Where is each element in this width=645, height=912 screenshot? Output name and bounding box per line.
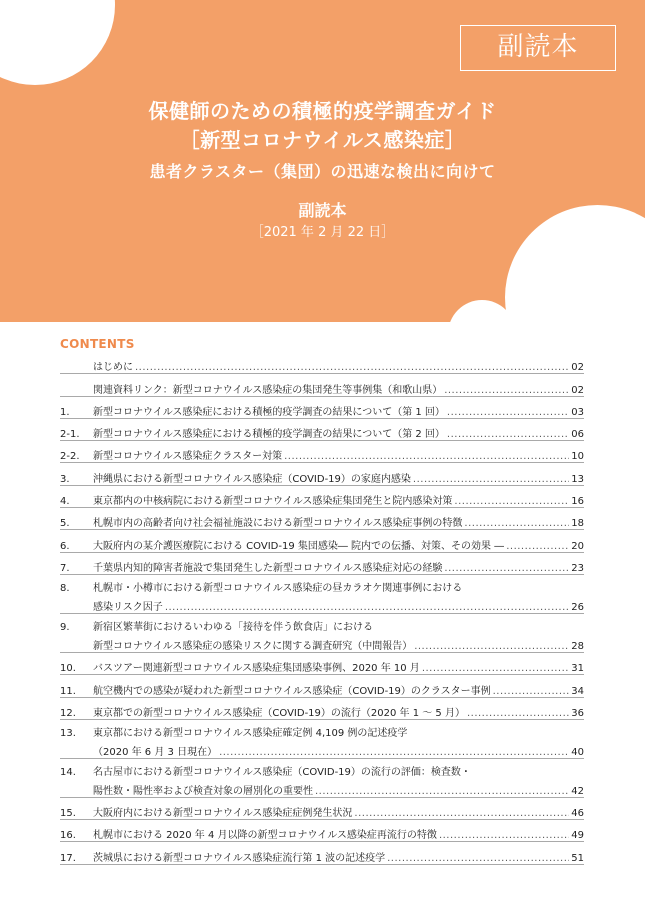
- toc-title: 茨城県における新型コロナウイルス感染症流行第 1 波の記述疫学: [93, 852, 386, 864]
- toc-entry[interactable]: [60, 352, 584, 374]
- toc-page-number: 28: [571, 640, 584, 652]
- toc-page-number: 34: [571, 685, 584, 697]
- toc-entry[interactable]: [60, 575, 584, 614]
- dot-leader: [454, 496, 569, 507]
- toc-number: 17.: [60, 852, 76, 864]
- toc-title: バスツアー関連新型コロナウイルス感染症集団感染事例、2020 年 10 月: [93, 663, 420, 675]
- dot-leader: [387, 853, 569, 864]
- toc-number: 8.: [60, 582, 70, 594]
- toc-page-number: 51: [571, 852, 584, 864]
- title-block: [0, 97, 645, 243]
- dot-leader: [135, 362, 569, 373]
- dot-leader: [219, 747, 569, 758]
- toc-entry[interactable]: [60, 374, 584, 396]
- dot-leader: [467, 708, 569, 719]
- toc-entry[interactable]: [60, 798, 584, 820]
- dot-leader: [506, 541, 569, 552]
- toc-number: 5.: [60, 518, 70, 530]
- toc-page-number: 18: [571, 518, 584, 530]
- toc-entry[interactable]: [60, 419, 584, 441]
- toc-title: はじめに: [93, 362, 133, 374]
- dot-leader: [414, 641, 569, 652]
- dot-leader: [444, 563, 569, 574]
- toc-entry[interactable]: [60, 463, 584, 485]
- toc-number: 13.: [60, 727, 76, 739]
- dot-leader: [493, 686, 570, 697]
- toc-entry[interactable]: [60, 508, 584, 530]
- toc-title: 航空機内での感染が疑われた新型コロナウイルス感染症（COVID-19）のクラスター事例: [93, 685, 491, 697]
- toc-title: 関連資料リンク：新型コロナウイルス感染症の集団発生等事例集（和歌山県）: [93, 384, 443, 396]
- toc-number: 16.: [60, 830, 76, 842]
- toc-number: 2-2.: [60, 451, 80, 463]
- publication-date: ［2021 年 2 月 22 日］: [250, 225, 395, 240]
- toc-number: 6.: [60, 540, 70, 552]
- table-of-contents: [60, 352, 584, 865]
- toc-number: 9.: [60, 621, 70, 633]
- toc-number: 14.: [60, 766, 76, 778]
- toc-title: 札幌市・小樽市における新型コロナウイルス感染症の昼カラオケ関連事例における: [93, 582, 463, 594]
- dot-leader: [354, 808, 569, 819]
- toc-title: 新型コロナウイルス感染症クラスター対策: [93, 451, 283, 463]
- toc-number: 10.: [60, 663, 76, 675]
- toc-page-number: 31: [571, 663, 584, 675]
- toc-title: 陽性数・陽性率および検査対象の層別化の重要性: [93, 785, 313, 797]
- toc-title: 東京都における新型コロナウイルス感染症確定例 4,109 例の記述疫学: [93, 727, 408, 739]
- toc-title: 新宿区繁華街におけるいわゆる「接待を伴う飲食店」における: [93, 621, 373, 633]
- toc-title: 札幌市内の高齢者向け社会福祉施設における新型コロナウイルス感染症事例の特徴: [93, 518, 463, 530]
- toc-number: 7.: [60, 562, 70, 574]
- toc-number: 1.: [60, 406, 70, 418]
- toc-page-number: 40: [571, 746, 584, 758]
- toc-page-number: 10: [571, 451, 584, 463]
- dot-leader: [447, 429, 569, 440]
- toc-entry[interactable]: [60, 397, 584, 419]
- toc-page-number: 26: [571, 601, 584, 613]
- toc-page-number: 06: [571, 429, 584, 441]
- dot-leader: [447, 407, 569, 418]
- toc-number: 12.: [60, 707, 76, 719]
- toc-title: 名古屋市における新型コロナウイルス感染症（COVID-19）の流行の評価：検査数・: [93, 766, 471, 778]
- subtitle: 患者クラスター（集団）の迅速な検出に向けて: [149, 162, 496, 181]
- toc-page-number: 49: [571, 830, 584, 842]
- dot-leader: [464, 518, 569, 529]
- toc-number: 15.: [60, 808, 76, 820]
- toc-page-number: 20: [571, 540, 584, 552]
- toc-title: （2020 年 6 月 3 日現在）: [93, 746, 218, 758]
- main-title: 保健師のための積極的疫学調査ガイド: [148, 99, 497, 123]
- dot-leader: [444, 385, 569, 396]
- toc-title: 新型コロナウイルス感染症における積極的疫学調査の結果について（第 1 回）: [93, 406, 445, 418]
- toc-title: 新型コロナウイルス感染症における積極的疫学調査の結果について（第 2 回）: [93, 429, 445, 441]
- decorative-circle-top-left: [0, 0, 115, 85]
- dot-leader: [315, 786, 569, 797]
- toc-title: 新型コロナウイルス感染症の感染リスクに関する調査研究（中間報告）: [93, 640, 413, 652]
- toc-title: 大阪府内における新型コロナウイルス感染症症例発生状況: [93, 808, 353, 820]
- toc-page-number: 02: [571, 384, 584, 396]
- dot-leader: [165, 602, 569, 613]
- toc-entry[interactable]: [60, 720, 584, 759]
- contents-heading: CONTENTS: [60, 337, 135, 351]
- toc-entry[interactable]: [60, 675, 584, 697]
- toc-entry[interactable]: [60, 530, 584, 552]
- toc-number: 3.: [60, 473, 70, 485]
- toc-title: 感染リスク因子: [93, 601, 163, 613]
- toc-page-number: 42: [571, 785, 584, 797]
- toc-entry[interactable]: [60, 486, 584, 508]
- dot-leader: [284, 451, 569, 462]
- supplement-label: 副読本: [298, 201, 347, 220]
- toc-title: 大阪府内の某介護医療院における COVID-19 集団感染― 院内での伝播、対策、その効果 ―: [93, 540, 505, 552]
- toc-entry[interactable]: [60, 614, 584, 653]
- toc-number: 11.: [60, 685, 76, 697]
- toc-title: 札幌市における 2020 年 4 月以降の新型コロナウイルス感染症再流行の特徴: [93, 830, 437, 842]
- dot-leader: [439, 830, 569, 841]
- toc-page-number: 13: [571, 473, 584, 485]
- toc-entry[interactable]: [60, 759, 584, 798]
- cover-banner: [0, 0, 645, 322]
- toc-title: 東京都内の中核病院における新型コロナウイルス感染症集団発生と院内感染対策: [93, 496, 453, 508]
- toc-title: 東京都での新型コロナウイルス感染症（COVID-19）の流行（2020 年 1 ～ 5 月）: [93, 707, 465, 719]
- toc-entry[interactable]: [60, 441, 584, 463]
- toc-title: 沖縄県における新型コロナウイルス感染症（COVID-19）の家庭内感染: [93, 473, 411, 485]
- toc-entry[interactable]: [60, 653, 584, 675]
- toc-number: 4.: [60, 496, 70, 508]
- toc-entry[interactable]: [60, 842, 584, 864]
- toc-entry[interactable]: [60, 553, 584, 575]
- toc-number: 2-1.: [60, 429, 80, 441]
- toc-page-number: 46: [571, 808, 584, 820]
- dot-leader: [422, 663, 569, 674]
- toc-page-number: 02: [571, 362, 584, 374]
- dot-leader: [413, 474, 569, 485]
- toc-page-number: 23: [571, 562, 584, 574]
- toc-page-number: 16: [571, 496, 584, 508]
- toc-page-number: 36: [571, 707, 584, 719]
- toc-entry[interactable]: [60, 698, 584, 720]
- title-subject: ［新型コロナウイルス感染症］: [179, 128, 466, 152]
- toc-title: 千葉県内知的障害者施設で集団発生した新型コロナウイルス感染症対応の経験: [93, 562, 443, 574]
- toc-page-number: 03: [571, 406, 584, 418]
- toc-entry[interactable]: [60, 820, 584, 842]
- supplement-badge: 副読本: [460, 25, 616, 71]
